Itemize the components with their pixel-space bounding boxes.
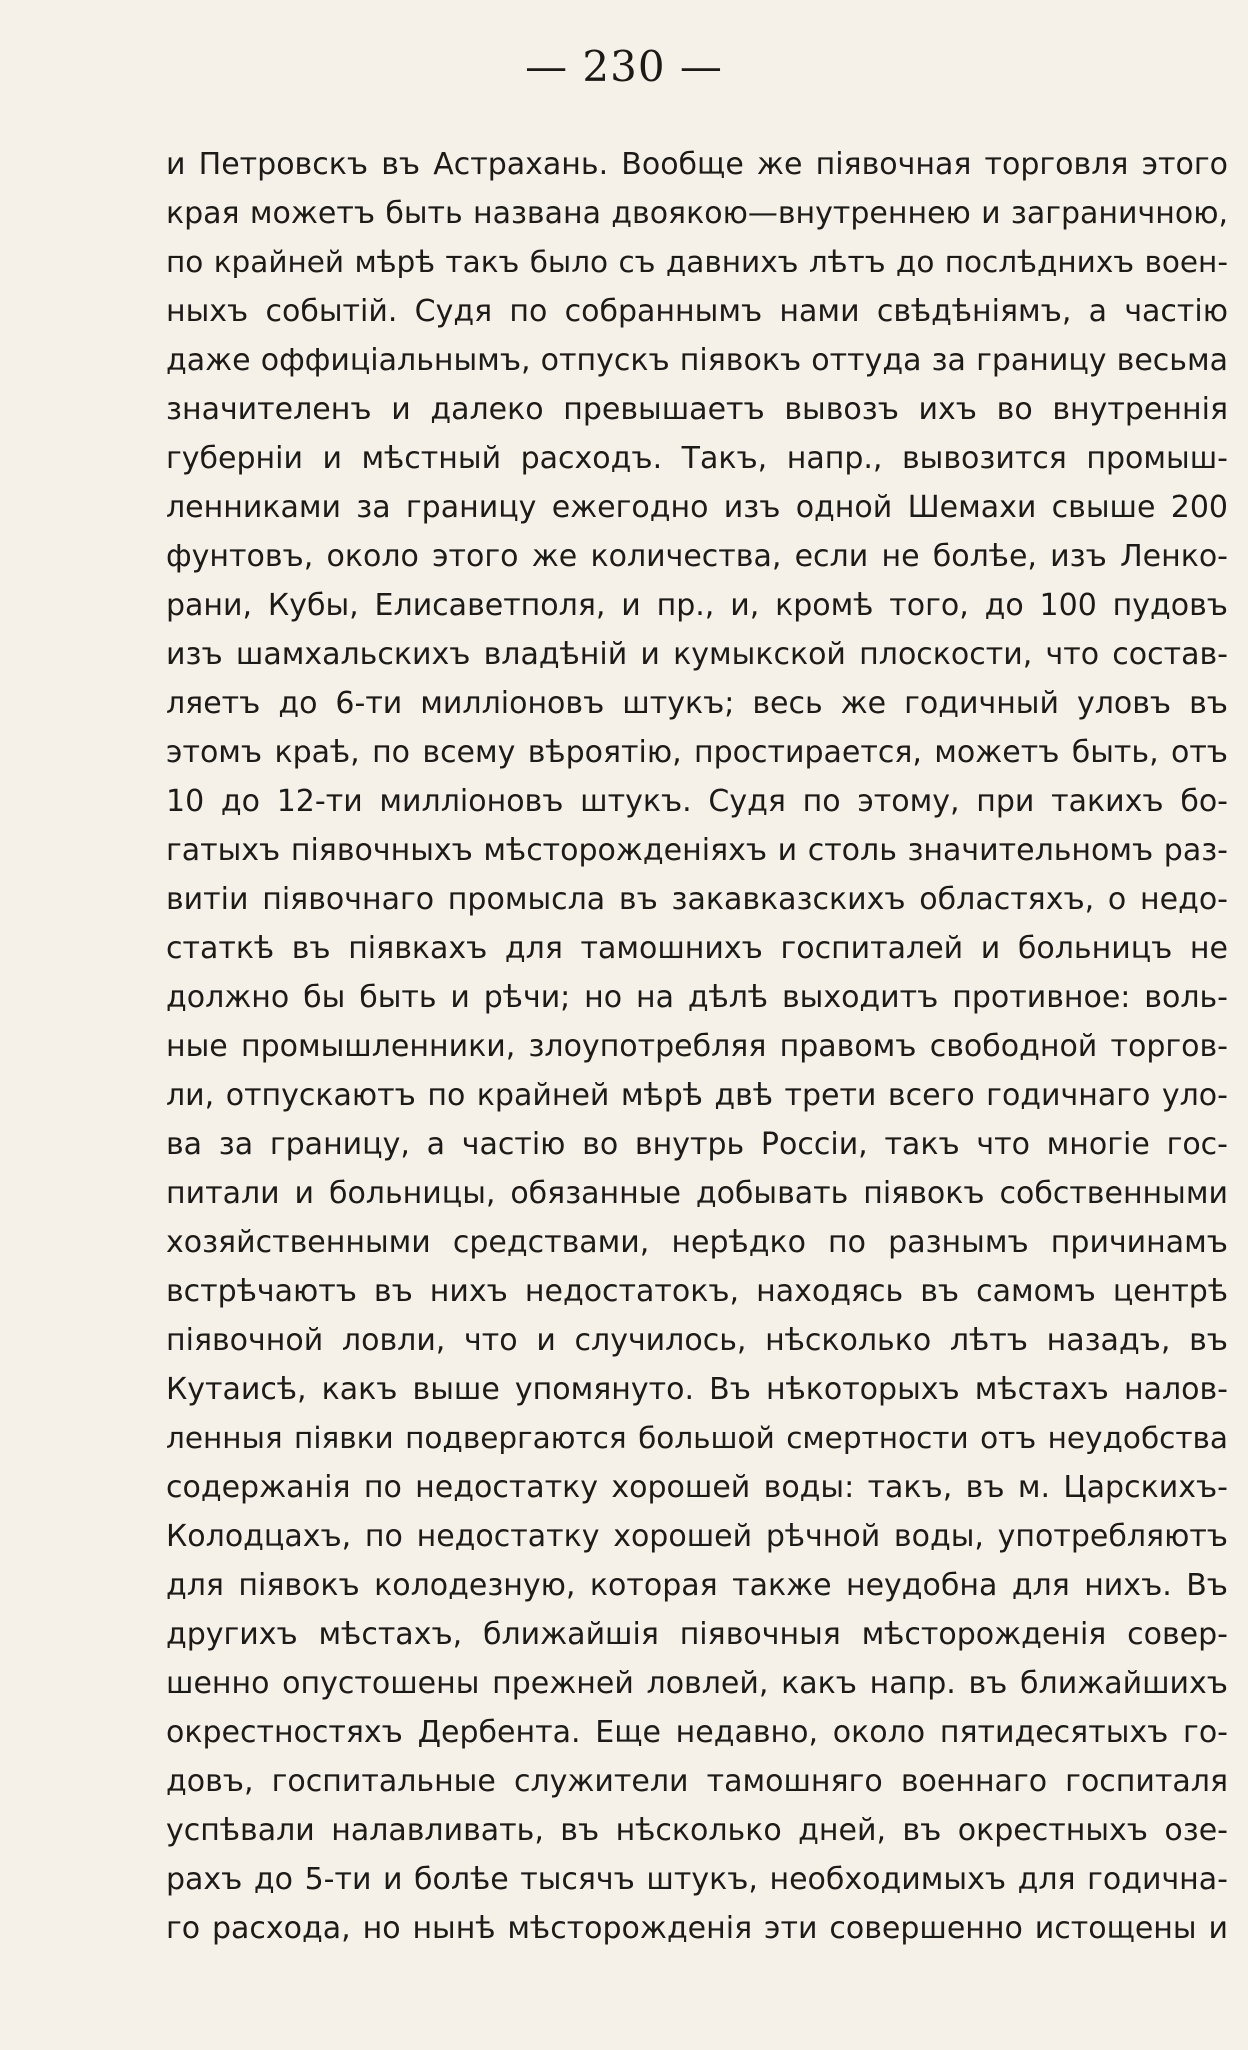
- text-line: для піявокъ колодезную, которая также неудобна для нихъ. Въ: [166, 1568, 1228, 1603]
- text-line: Кутаисѣ, какъ выше упомянуто. Въ нѣкоторыхъ мѣстахъ налов-: [166, 1372, 1228, 1407]
- text-line: піявочной ловли, что и случилось, нѣсколько лѣтъ назадъ, въ: [166, 1323, 1228, 1358]
- text-line: края можетъ быть названа двоякою—внутреннею и заграничною,: [166, 196, 1228, 231]
- text-line: фунтовъ, около этого же количества, если не болѣе, изъ Ленко-: [166, 539, 1228, 574]
- text-line: этомъ краѣ, по всему вѣроятію, простирается, можетъ быть, отъ: [166, 735, 1228, 770]
- text-line: и Петровскъ въ Астрахань. Вообще же піявочная торговля этого: [166, 147, 1228, 182]
- text-line: успѣвали налавливать, въ нѣсколько дней, въ окрестныхъ озе-: [166, 1813, 1228, 1848]
- text-line: ляетъ до 6-ти милліоновъ штукъ; весь же годичный уловъ въ: [166, 686, 1228, 721]
- text-line: ленныя піявки подвергаются большой смертности отъ неудобства: [166, 1421, 1228, 1455]
- text-line: ва за границу, а частію во внутрь Россіи, такъ что многіе гос-: [166, 1127, 1228, 1162]
- page-number: — 230 —: [525, 42, 723, 91]
- text-line: ли, отпускаютъ по крайней мѣрѣ двѣ трети всего годичнаго уло-: [166, 1078, 1228, 1113]
- text-line: по крайней мѣрѣ такъ было съ давнихъ лѣтъ до послѣднихъ воен-: [166, 245, 1228, 279]
- text-line: довъ, госпитальные служители тамошняго военнаго госпиталя: [166, 1764, 1228, 1799]
- text-line: рахъ до 5-ти и болѣе тысячъ штукъ, необходимыхъ для годична-: [166, 1862, 1228, 1897]
- text-line: статкѣ въ піявкахъ для тамошнихъ госпиталей и больницъ не: [166, 931, 1228, 966]
- text-line: шенно опустошены прежней ловлей, какъ напр. въ ближайшихъ: [166, 1666, 1228, 1701]
- text-line: содержанія по недостатку хорошей воды: такъ, въ м. Царскихъ-: [166, 1470, 1228, 1505]
- text-line: го расхода, но нынѣ мѣсторожденія эти совершенно истощены и: [166, 1911, 1228, 1946]
- text-line: 10 до 12-ти милліоновъ штукъ. Судя по этому, при такихъ бо-: [166, 784, 1228, 819]
- text-line: гатыхъ піявочныхъ мѣсторожденіяхъ и столь значительномъ раз-: [166, 833, 1228, 868]
- text-line: витіи піявочнаго промысла въ закавказскихъ областяхъ, о недо-: [166, 882, 1228, 917]
- text-line: другихъ мѣстахъ, ближайшія піявочныя мѣсторожденія совер-: [166, 1617, 1228, 1652]
- text-line: изъ шамхальскихъ владѣній и кумыкской плоскости, что состав-: [166, 637, 1228, 672]
- text-line: рани, Кубы, Елисаветполя, и пр., и, кромѣ того, до 100 пудовъ: [166, 588, 1228, 623]
- text-line: питали и больницы, обязанные добывать піявокъ собственными: [166, 1176, 1228, 1211]
- text-line: даже оффиціальнымъ, отпускъ піявокъ оттуда за границу весьма: [166, 343, 1228, 378]
- text-line: встрѣчаютъ въ нихъ недостатокъ, находясь въ самомъ центрѣ: [166, 1274, 1228, 1309]
- text-line: должно бы быть и рѣчи; но на дѣлѣ выходитъ противное: воль-: [166, 980, 1228, 1015]
- text-line: губерніи и мѣстный расходъ. Такъ, напр., вывозится промыш-: [166, 441, 1228, 476]
- text-line: Колодцахъ, по недостатку хорошей рѣчной воды, употребляютъ: [166, 1519, 1228, 1554]
- text-line: хозяйственными средствами, нерѣдко по разнымъ причинамъ: [166, 1225, 1228, 1260]
- text-line: ные промышленники, злоупотребляя правомъ свободной торгов-: [166, 1029, 1228, 1064]
- body-text: [166, 140, 1228, 1953]
- text-line: значителенъ и далеко превышаетъ вывозъ ихъ во внутреннія: [166, 392, 1228, 427]
- text-line: ныхъ событій. Судя по собраннымъ нами свѣдѣніямъ, а частію: [166, 294, 1228, 329]
- text-line: ленниками за границу ежегодно изъ одной Шемахи свыше 200: [166, 490, 1228, 525]
- text-line: окрестностяхъ Дербента. Еще недавно, около пятидесятыхъ го-: [166, 1715, 1228, 1750]
